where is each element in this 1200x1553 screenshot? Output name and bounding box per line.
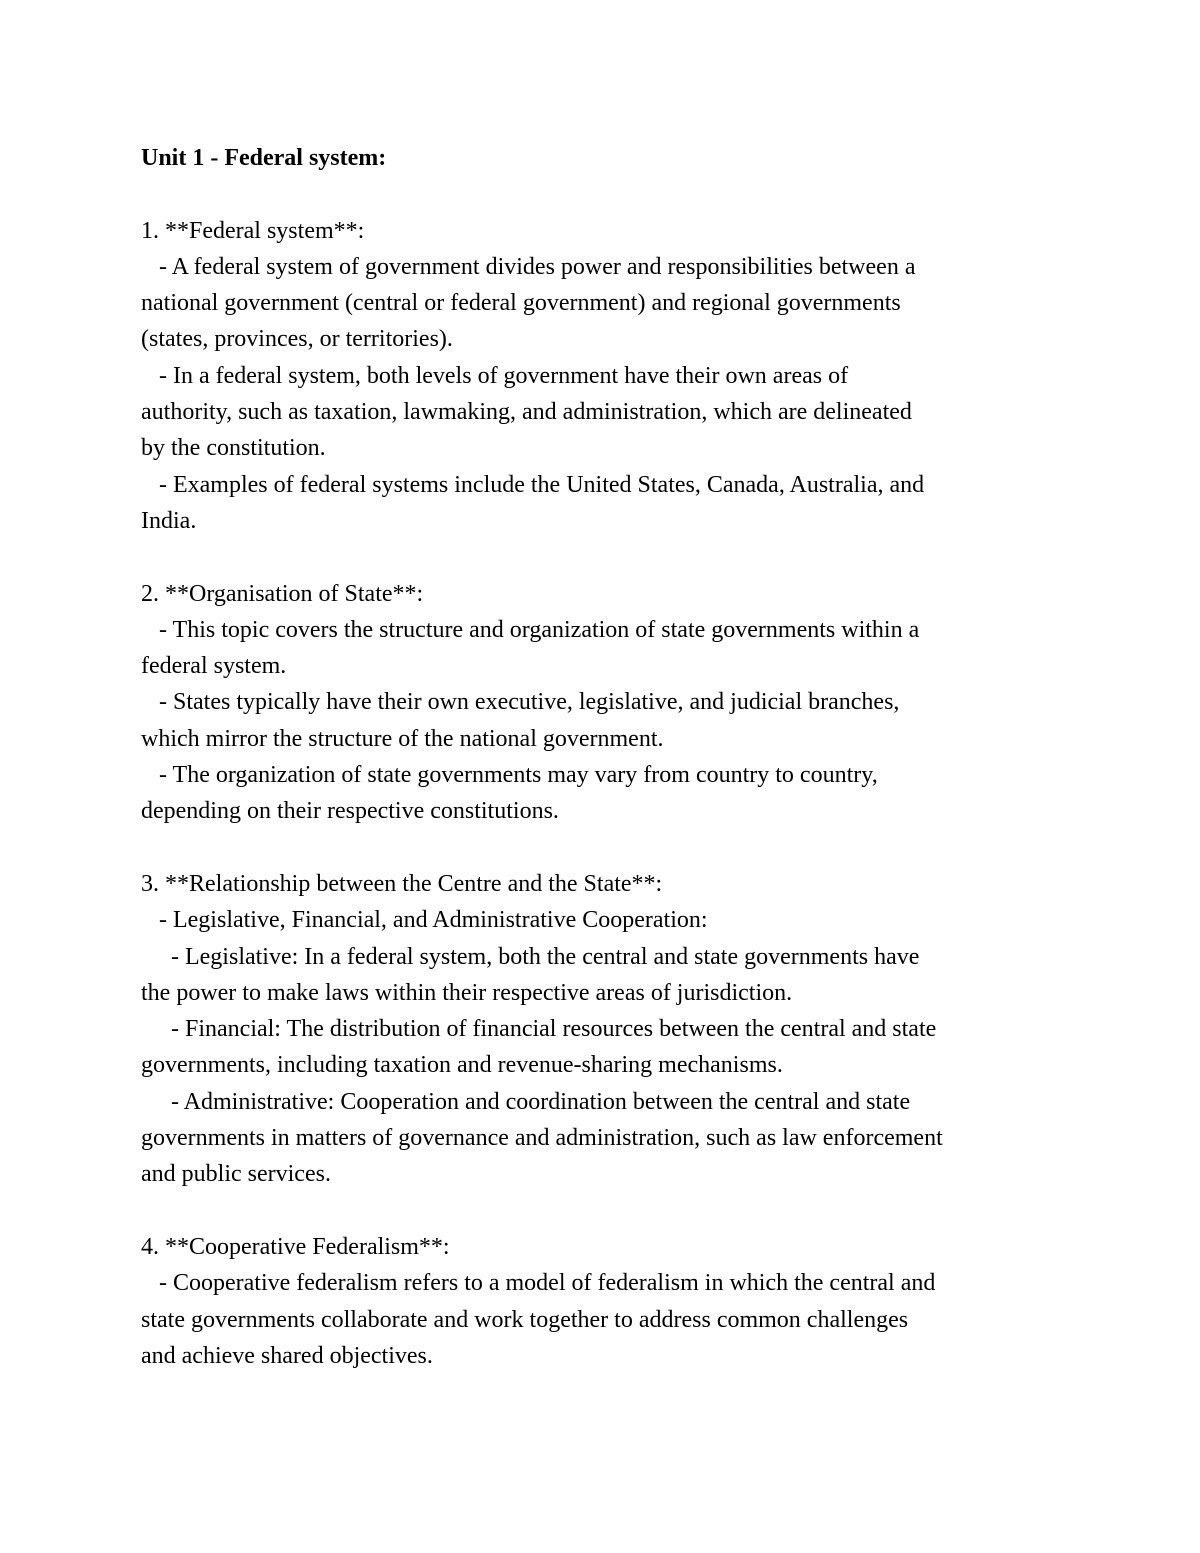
section-heading-federal-system: 1. **Federal system**: [141, 217, 365, 244]
section-line: - The organization of state governments may vary from country to country, [141, 762, 878, 789]
section-heading-organisation-of-state: 2. **Organisation of State**: [141, 580, 424, 607]
section-line: - Examples of federal systems include the United States, Canada, Australia, and [141, 471, 925, 498]
section-line: - Financial: The distribution of financial resources between the central and state [141, 1016, 937, 1043]
blank-line [141, 830, 1071, 866]
section-line: - This topic covers the structure and organization of state governments within a [141, 616, 920, 643]
section-line: authority, such as taxation, lawmaking, and administration, which are delineated [141, 399, 912, 426]
section-line: depending on their respective constitutions. [141, 798, 559, 825]
section-heading-cooperative-federalism: 4. **Cooperative Federalism**: [141, 1233, 450, 1260]
section-line: governments in matters of governance and administration, such as law enforcement [141, 1125, 943, 1152]
section-line: (states, provinces, or territories). [141, 326, 453, 353]
section-line: federal system. [141, 653, 287, 680]
section-line: - Administrative: Cooperation and coordination between the central and state [141, 1088, 911, 1115]
section-line: national government (central or federal government) and regional governments [141, 290, 901, 317]
section-line: which mirror the structure of the national government. [141, 725, 664, 752]
section-line: - States typically have their own executive, legislative, and judicial branches, [141, 689, 900, 716]
blank-line [141, 539, 1071, 575]
section-line: governments, including taxation and revenue-sharing mechanisms. [141, 1052, 783, 1079]
section-line: - Cooperative federalism refers to a model of federalism in which the central and [141, 1270, 936, 1297]
section-line: India. [141, 507, 197, 534]
blank-line [141, 1193, 1071, 1229]
section-line: state governments collaborate and work together to address common challenges [141, 1306, 909, 1333]
section-line: - Legislative: In a federal system, both the central and state governments have [141, 943, 920, 970]
document-body [141, 140, 1071, 1374]
section-line: and public services. [141, 1161, 331, 1188]
section-line: - In a federal system, both levels of government have their own areas of [141, 362, 849, 389]
section-line: by the constitution. [141, 435, 326, 462]
section-line: and achieve shared objectives. [141, 1342, 433, 1369]
section-line: - Legislative, Financial, and Administrative Cooperation: [141, 907, 708, 934]
section-heading-centre-state-relationship: 3. **Relationship between the Centre and the State**: [141, 870, 663, 897]
document-title: Unit 1 - Federal system: [141, 145, 387, 171]
section-line: the power to make laws within their respective areas of jurisdiction. [141, 979, 793, 1006]
section-line: - A federal system of government divides power and responsibilities between a [141, 253, 916, 280]
blank-line [141, 176, 1071, 212]
